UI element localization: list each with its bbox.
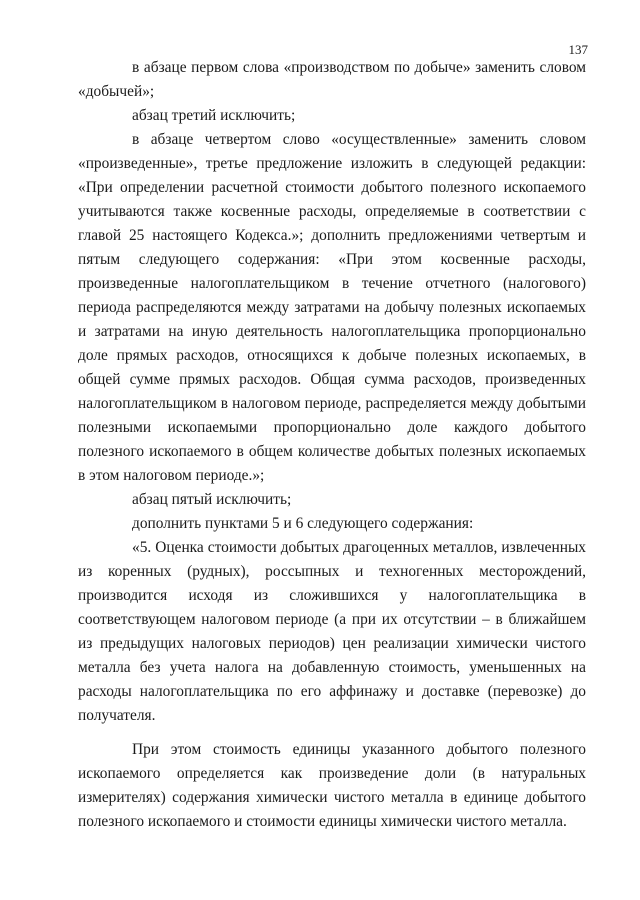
paragraph-remove-third: абзац третий исключить; [132, 107, 296, 124]
paragraph-fourth-amendment: в абзаце четвертом слово «осуществленные» заменить словом «произведенные», третье предложение изложить в следующей редакции: «При определении расчетной стоимости добытого полезного ископаемого учитываются также косвенные расходы, определяемые в соответствии с главой 25 настоящего Кодекса.»; дополнить предложениями четвертым и пятым следующего содержания: «При этом косвенные расходы, произведенные налогоплательщиком в течение отчетного (налогового) периода распределяются между затратами на добычу полезных ископаемых и затратами на иную деятельность налогоплательщика пропорционально доле прямых расходов, относящихся к добыче полезных ископаемых, в общей сумме прямых расходов. Общая сумма расходов, произведенных налогоплательщиком в налоговом периоде, распределяется между добытыми полезными ископаемыми пропорционально доле каждого добытого полезного ископаемого в общем количестве добытых полезных ископаемых в этом налоговом периоде.»; [78, 131, 586, 484]
page-number: 137 [568, 42, 588, 57]
paragraph-remove-fifth: абзац пятый исключить; [132, 491, 292, 508]
paragraph-add-points: дополнить пунктами 5 и 6 следующего содержания: [132, 515, 474, 532]
paragraph-unit-cost: При этом стоимость единицы указанного добытого полезного ископаемого определяется как произведение доли (в натуральных измерителях) содержания химически чистого металла в единице добытого полезного ископаемого и стоимости единицы химически чистого металла. [78, 741, 586, 830]
paragraph-replace-production: в абзаце первом слова «производством по добыче» заменить словом «добычей»; [78, 59, 586, 100]
document-body [78, 56, 586, 834]
paragraph-point-5: «5. Оценка стоимости добытых драгоценных металлов, извлеченных из коренных (рудных), россыпных и техногенных месторождений, производится исходя из сложившихся у налогоплательщика в соответствующем налоговом периоде (а при их отсутствии – в ближайшем из предыдущих налоговых периодов) цен реализации химически чистого металла без учета налога на добавленную стоимость, уменьшенных на расходы налогоплательщика по его аффинажу и доставке (перевозке) до получателя. [78, 539, 586, 724]
